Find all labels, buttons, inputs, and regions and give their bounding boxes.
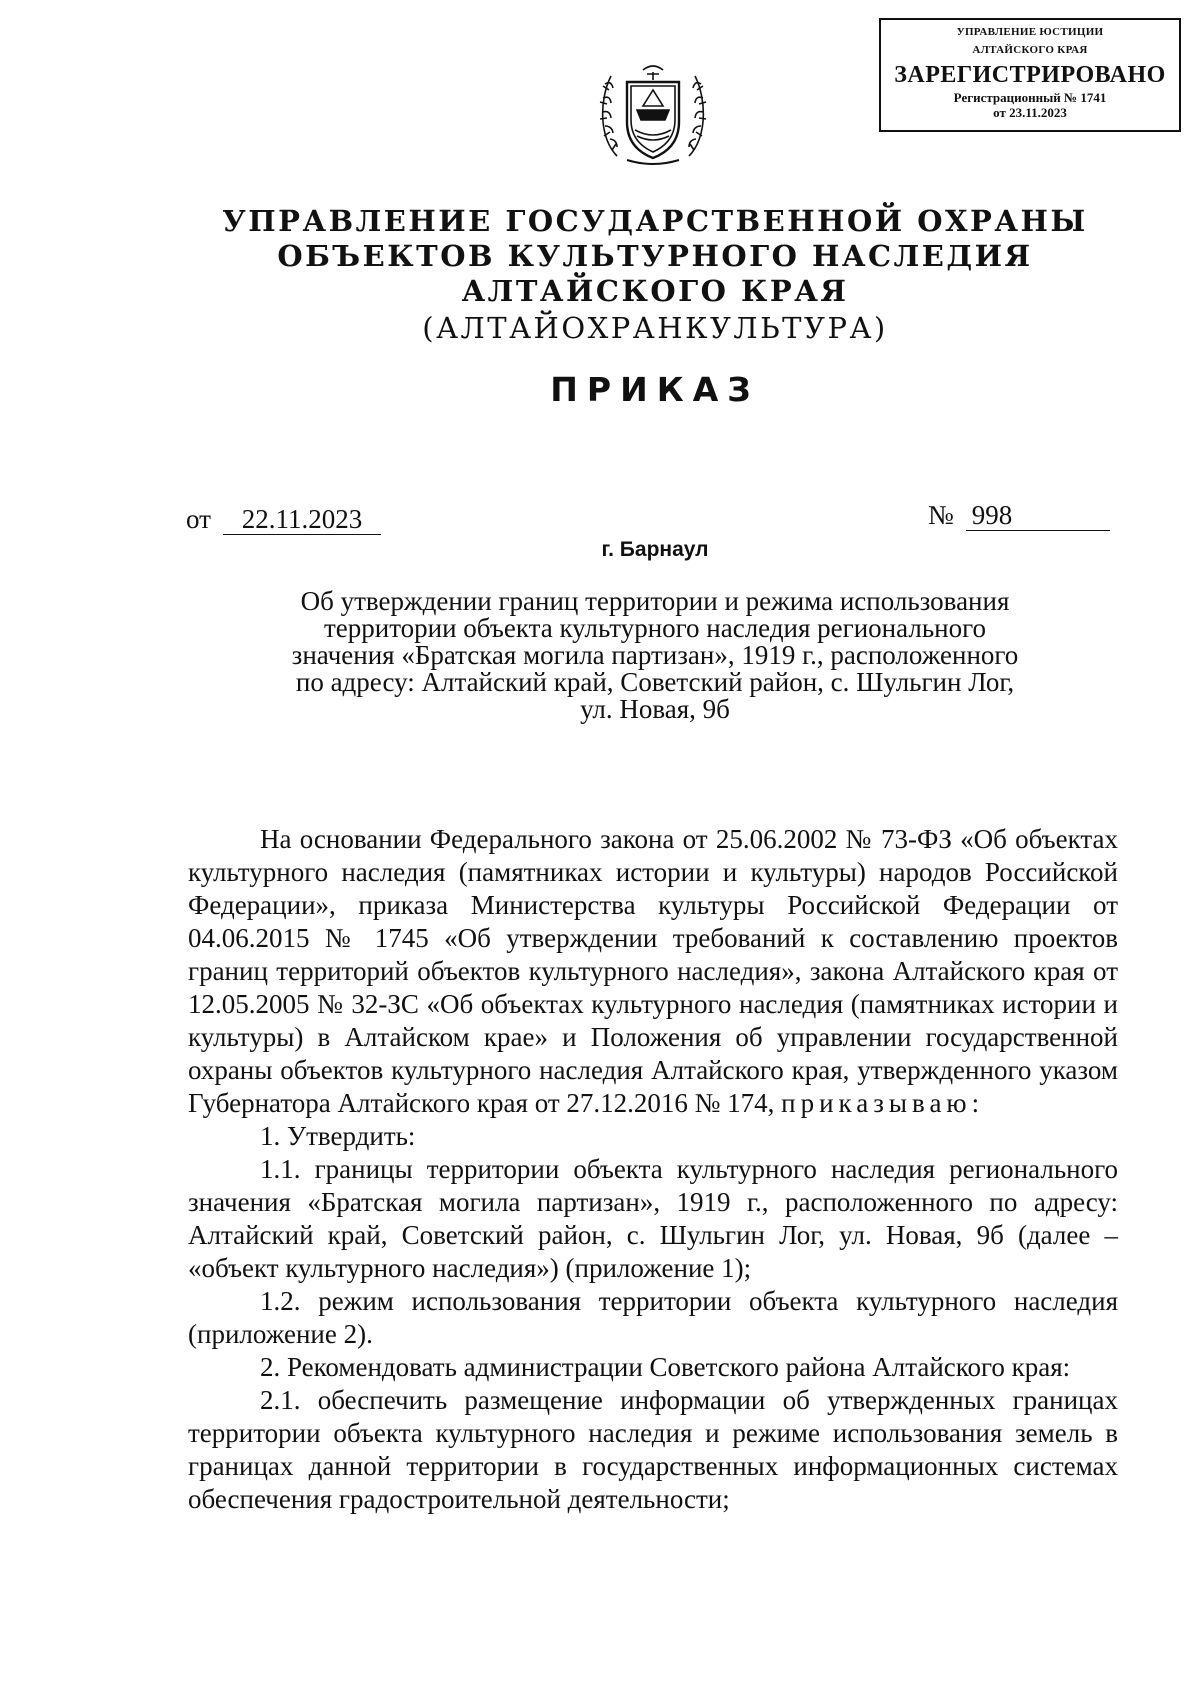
subject-line: значения «Братская могила партизан», 1919 г., расположенного [291, 640, 1019, 670]
org-name-line2: ОБЪЕКТОВ КУЛЬТУРНОГО НАСЛЕДИЯ [277, 239, 1033, 273]
item-1-2: 1.2. режим использования территории объекта культурного наследия (приложение 2). [188, 1286, 1118, 1349]
stamp-org-line1: УПРАВЛЕНИЕ ЮСТИЦИИ [956, 26, 1104, 38]
stamp-org-line2: АЛТАЙСКОГО КРАЯ [972, 44, 1088, 56]
document-date [186, 504, 381, 535]
document-city: г. Барнаул [601, 538, 709, 561]
item-1: 1. Утвердить: [260, 1121, 416, 1151]
altai-krai-coat-of-arms-icon [597, 60, 709, 168]
org-name-line1: УПРАВЛЕНИЕ ГОСУДАРСТВЕННОЙ ОХРАНЫ [222, 204, 1088, 238]
item-2-1: 2.1. обеспечить размещение информации об утвержденных границах территории объекта культурного наследия и режиме использования земель в границах данной территории в государственных информационных системах обеспечения градостроительной деятельности; [188, 1385, 1118, 1514]
subject-line: по адресу: Алтайский край, Советский район, с. Шульгин Лог, [295, 667, 1015, 697]
subject-line: ул. Новая, 9б [580, 694, 730, 724]
number-value: 998 [966, 500, 1110, 531]
document-number [928, 500, 1110, 531]
preamble-paragraph [188, 823, 1118, 1120]
stamp-reg-number: Регистрационный № 1741 [953, 90, 1107, 105]
stamp-reg-date: от 23.11.2023 [993, 105, 1067, 120]
number-prefix: № [928, 500, 954, 530]
document-subject [190, 588, 1120, 723]
subject-line: Об утверждении границ территории и режима использования [300, 586, 1010, 616]
date-prefix: от [186, 504, 211, 534]
preamble-text: На основании Федерального закона от 25.06.2002 № 73-ФЗ «Об объектах культурного наследия (памятниках истории и культуры) народов Российской Федерации», приказа Министерства культуры Российской Федерации от 04.06.2015 № 1745 «Об утверждении требований к составлению проектов границ территорий объектов культурного наследия», закона Алтайского края от 12.05.2005 № 32-ЗС «Об объектах культурного наследия (памятниках истории и культуры) в Алтайском крае» и Положения об управлении государственной охраны объектов культурного наследия Алтайского края, утвержденного указом Губернатора Алтайского края от 27.12.2016 № 174, [188, 824, 1118, 1118]
item-2: 2. Рекомендовать администрации Советского района Алтайского края: [260, 1352, 1071, 1382]
subject-line: территории объекта культурного наследия регионального [323, 613, 986, 643]
org-abbreviation: (АЛТАЙОХРАНКУЛЬТУРА) [422, 311, 888, 345]
item-1-1: 1.1. границы территории объекта культурного наследия регионального значения «Братская могила партизан», 1919 г., расположенного по адресу: Алтайский край, Советский район, с. Шульгин Лог, ул. Новая, 9б (далее – «объект культурного наследия») (приложение 1); [188, 1154, 1118, 1283]
document-type-title: ПРИКАЗ [550, 370, 760, 409]
stamp-status: ЗАРЕГИСТРИРОВАНО [894, 62, 1166, 88]
org-name-line3: АЛТАЙСКОГО КРАЯ [461, 274, 849, 308]
document-body [188, 823, 1118, 1516]
date-value: 22.11.2023 [223, 504, 381, 535]
registration-stamp [879, 18, 1181, 132]
order-word: приказываю: [781, 1088, 985, 1118]
organization-header [0, 204, 1200, 346]
